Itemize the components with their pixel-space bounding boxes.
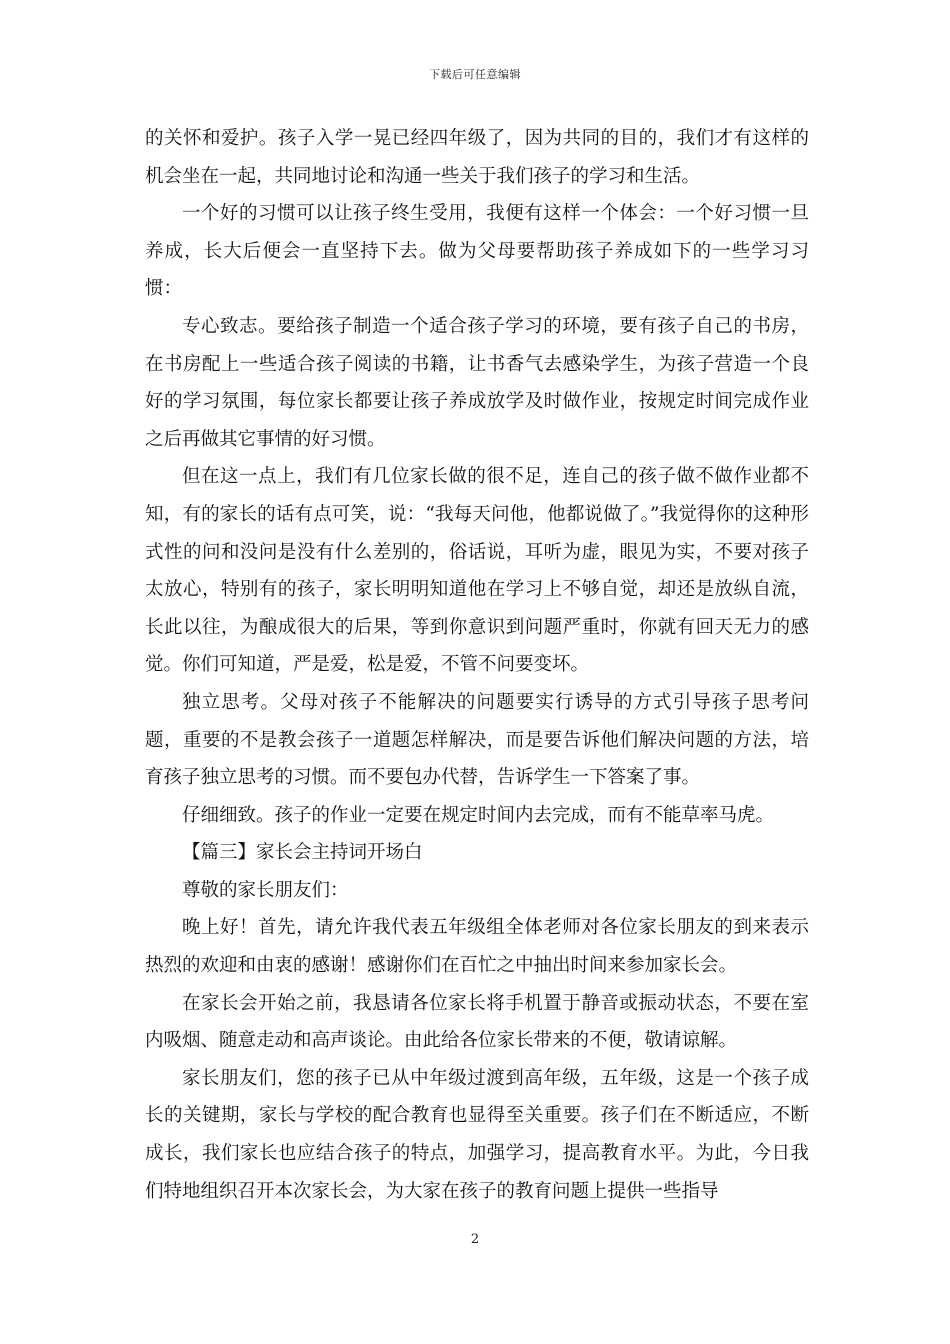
section-heading: 【篇三】家长会主持词开场白 [182, 842, 423, 864]
salutation: 尊敬的家长朋友们： [182, 879, 349, 901]
paragraph-10: 在家长会开始之前，我恳请各位家长将手机置于静音或振动状态，不要在室内吸烟、随意走动和高声谈论。由此给各位家长带来的不便，敬请谅解。 [145, 992, 809, 1052]
paragraph-1: 的关怀和爱护。孩子入学一晃已经四年级了，因为共同的目的，我们才有这样的机会坐在一起，共同地讨论和沟通一些关于我们孩子的学习和生活。 [145, 128, 809, 187]
paragraph-6: 仔细细致。孩子的作业一定要在规定时间内去完成，而有不能草率马虎。 [182, 804, 775, 826]
page-header: 下载后可任意编辑 [429, 68, 521, 81]
paragraph-3: 专心致志。要给孩子制造一个适合孩子学习的环境，要有孩子自己的书房，在书房配上一些适合孩子阅读的书籍，让书香气去感染学生，为孩子营造一个良好的学习氛围，每位家长都要让孩子养成放学及时做作业，按规定时间完成作业之后再做其它事情的好习惯。 [145, 315, 809, 450]
paragraph-5: 独立思考。父母对孩子不能解决的问题要实行诱导的方式引导孩子思考问题，重要的不是教会孩子一道题怎样解决，而是要告诉他们解决问题的方法，培育孩子独立思考的习惯。而不要包办代替，告诉学生一下答案了事。 [145, 691, 809, 789]
paragraph-11: 家长朋友们，您的孩子已从中年级过渡到高年级，五年级，这是一个孩子成长的关键期，家长与学校的配合教育也显得至关重要。孩子们在不断适应，不断成长，我们家长也应结合孩子的特点，加强学习，提高教育水平。为此，今日我们特地组织召开本次家长会，为大家在孩子的教育问题上提供一些指导 [145, 1067, 809, 1202]
paragraph-2: 一个好的习惯可以让孩子终生受用，我便有这样一个体会：一个好习惯一旦养成，长大后便会一直坚持下去。做为父母要帮助孩子养成如下的一些学习习惯： [145, 203, 809, 300]
paragraph-4: 但在这一点上，我们有几位家长做的很不足，连自己的孩子做不做作业都不知，有的家长的话有点可笑，说：“我每天问他，他都说做了。”我觉得你的这种形式性的问和没问是没有什么差别的，俗话说，耳听为虚，眼见为实，不要对孩子太放心，特别有的孩子，家长明明知道他在学习上不够自觉，却还是放纵自流，长此以往，为酿成很大的后果，等到你意识到问题严重时，你就有回天无力的感觉。你们可知道，严是爱，松是爱，不管不问要变坏。 [145, 466, 809, 676]
page-number: 2 [470, 1232, 480, 1247]
paragraph-9: 晚上好！首先，请允许我代表五年级组全体老师对各位家长朋友的到来表示热烈的欢迎和由衷的感谢！感谢你们在百忙之中抽出时间来参加家长会。 [145, 917, 809, 977]
document-body [145, 120, 809, 1210]
